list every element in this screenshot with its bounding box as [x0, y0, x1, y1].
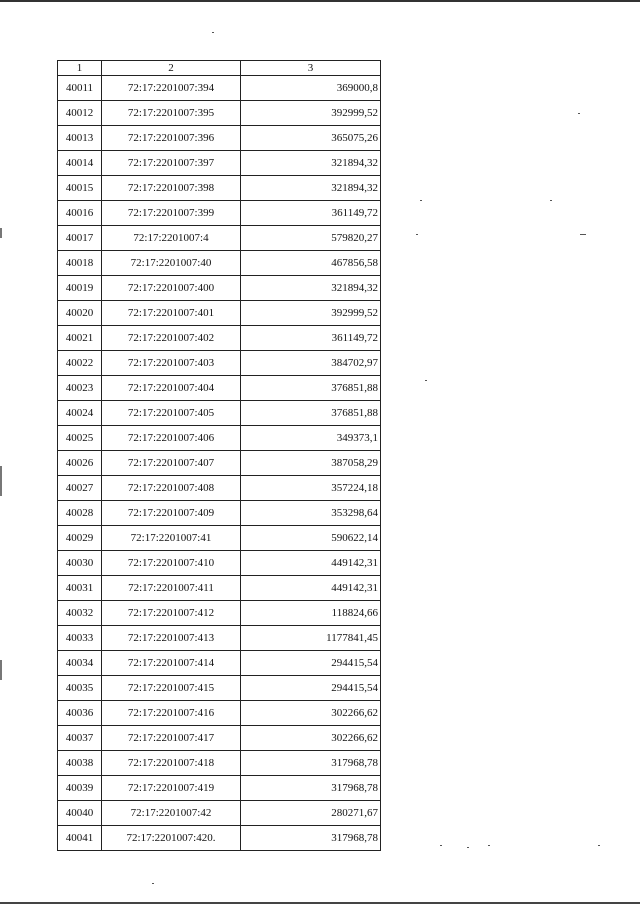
row-number-cell: 40015 [58, 176, 102, 201]
cadastral-value-cell: 361149,72 [241, 326, 381, 351]
scan-speck [420, 200, 422, 201]
table-row [58, 526, 381, 551]
row-number-cell: 40017 [58, 226, 102, 251]
bottom-scan-border [0, 902, 640, 904]
table-row [58, 201, 381, 226]
row-number-cell: 40034 [58, 651, 102, 676]
cadastral-number-cell: 72:17:2201007:401 [102, 301, 241, 326]
cadastral-number-cell: 72:17:2201007:398 [102, 176, 241, 201]
row-number-cell: 40035 [58, 676, 102, 701]
cadastral-value-cell: 317968,78 [241, 826, 381, 851]
row-number-cell: 40023 [58, 376, 102, 401]
row-number-cell: 40018 [58, 251, 102, 276]
cadastral-value-cell: 467856,58 [241, 251, 381, 276]
table-row [58, 451, 381, 476]
row-number-cell: 40030 [58, 551, 102, 576]
cadastral-value-cell: 449142,31 [241, 576, 381, 601]
row-number-cell: 40028 [58, 501, 102, 526]
row-number-cell: 40024 [58, 401, 102, 426]
cadastral-number-cell: 72:17:2201007:399 [102, 201, 241, 226]
row-number-cell: 40022 [58, 351, 102, 376]
cadastral-value-cell: 376851,88 [241, 401, 381, 426]
row-number-cell: 40027 [58, 476, 102, 501]
cadastral-number-cell: 72:17:2201007:419 [102, 776, 241, 801]
table-header-row [58, 61, 381, 76]
cadastral-value-cell: 579820,27 [241, 226, 381, 251]
row-number-cell: 40014 [58, 151, 102, 176]
row-number-cell: 40020 [58, 301, 102, 326]
row-number-cell: 40019 [58, 276, 102, 301]
cadastral-number-cell: 72:17:2201007:412 [102, 601, 241, 626]
cadastral-value-cell: 376851,88 [241, 376, 381, 401]
cadastral-number-cell: 72:17:2201007:413 [102, 626, 241, 651]
table-row [58, 126, 381, 151]
row-number-cell: 40038 [58, 751, 102, 776]
cadastral-value-cell: 280271,67 [241, 801, 381, 826]
cadastral-value-cell: 361149,72 [241, 201, 381, 226]
row-number-cell: 40039 [58, 776, 102, 801]
cadastral-number-cell: 72:17:2201007:415 [102, 676, 241, 701]
cadastral-value-cell: 1177841,45 [241, 626, 381, 651]
table-row [58, 801, 381, 826]
row-number-cell: 40013 [58, 126, 102, 151]
scan-speck [152, 883, 154, 884]
row-number-cell: 40032 [58, 601, 102, 626]
cadastral-value-table [57, 60, 381, 851]
table-row [58, 476, 381, 501]
cadastral-number-cell: 72:17:2201007:410 [102, 551, 241, 576]
cadastral-number-cell: 72:17:2201007:403 [102, 351, 241, 376]
cadastral-number-cell: 72:17:2201007:404 [102, 376, 241, 401]
row-number-cell: 40037 [58, 726, 102, 751]
cadastral-value-cell: 118824,66 [241, 601, 381, 626]
cadastral-number-cell: 72:17:2201007:406 [102, 426, 241, 451]
cadastral-number-cell: 72:17:2201007:42 [102, 801, 241, 826]
scan-speck [440, 845, 442, 846]
table-row [58, 776, 381, 801]
cadastral-number-cell: 72:17:2201007:420. [102, 826, 241, 851]
row-number-cell: 40011 [58, 76, 102, 101]
table-row [58, 101, 381, 126]
scan-speck [550, 200, 552, 201]
cadastral-number-cell: 72:17:2201007:397 [102, 151, 241, 176]
cadastral-number-cell: 72:17:2201007:395 [102, 101, 241, 126]
cadastral-value-cell: 449142,31 [241, 551, 381, 576]
scan-speck [488, 845, 490, 846]
cadastral-number-cell: 72:17:2201007:396 [102, 126, 241, 151]
cadastral-value-cell: 294415,54 [241, 676, 381, 701]
table-row [58, 576, 381, 601]
cadastral-value-cell: 369000,8 [241, 76, 381, 101]
cadastral-number-cell: 72:17:2201007:418 [102, 751, 241, 776]
table-row [58, 626, 381, 651]
cadastral-number-cell: 72:17:2201007:40 [102, 251, 241, 276]
cadastral-value-cell: 392999,52 [241, 301, 381, 326]
table-row [58, 551, 381, 576]
cadastral-value-cell: 321894,32 [241, 151, 381, 176]
scan-speck [416, 234, 418, 235]
table-body [58, 76, 381, 851]
table-row [58, 276, 381, 301]
table-row [58, 826, 381, 851]
cadastral-value-cell: 302266,62 [241, 701, 381, 726]
table-row [58, 76, 381, 101]
cadastral-number-cell: 72:17:2201007:394 [102, 76, 241, 101]
table-row [58, 251, 381, 276]
scan-speck [212, 32, 214, 33]
cadastral-value-cell: 357224,18 [241, 476, 381, 501]
cadastral-number-cell: 72:17:2201007:414 [102, 651, 241, 676]
scan-speck [598, 845, 600, 846]
cadastral-value-cell: 294415,54 [241, 651, 381, 676]
cadastral-value-cell: 321894,32 [241, 276, 381, 301]
table-row [58, 726, 381, 751]
row-number-cell: 40016 [58, 201, 102, 226]
table-row [58, 226, 381, 251]
cadastral-number-cell: 72:17:2201007:405 [102, 401, 241, 426]
cadastral-number-cell: 72:17:2201007:416 [102, 701, 241, 726]
cadastral-number-cell: 72:17:2201007:407 [102, 451, 241, 476]
row-number-cell: 40029 [58, 526, 102, 551]
cadastral-value-cell: 317968,78 [241, 751, 381, 776]
cadastral-number-cell: 72:17:2201007:402 [102, 326, 241, 351]
table-row [58, 326, 381, 351]
cadastral-number-cell: 72:17:2201007:417 [102, 726, 241, 751]
table-row [58, 701, 381, 726]
row-number-cell: 40040 [58, 801, 102, 826]
left-scan-mark [0, 228, 2, 238]
table-row [58, 176, 381, 201]
cadastral-value-cell: 392999,52 [241, 101, 381, 126]
cadastral-number-cell: 72:17:2201007:400 [102, 276, 241, 301]
scan-speck [425, 380, 427, 381]
cadastral-value-cell: 321894,32 [241, 176, 381, 201]
row-number-cell: 40026 [58, 451, 102, 476]
left-scan-mark [0, 660, 2, 680]
cadastral-value-cell: 590622,14 [241, 526, 381, 551]
table-row [58, 601, 381, 626]
row-number-cell: 40025 [58, 426, 102, 451]
table-row [58, 401, 381, 426]
cadastral-value-cell: 302266,62 [241, 726, 381, 751]
cadastral-number-cell: 72:17:2201007:41 [102, 526, 241, 551]
row-number-cell: 40036 [58, 701, 102, 726]
cadastral-value-cell: 384702,97 [241, 351, 381, 376]
column-header-1: 1 [58, 61, 102, 76]
table-row [58, 301, 381, 326]
table-row [58, 501, 381, 526]
row-number-cell: 40041 [58, 826, 102, 851]
row-number-cell: 40031 [58, 576, 102, 601]
cadastral-number-cell: 72:17:2201007:4 [102, 226, 241, 251]
cadastral-value-cell: 317968,78 [241, 776, 381, 801]
table-row [58, 151, 381, 176]
column-header-3: 3 [241, 61, 381, 76]
cadastral-value-cell: 365075,26 [241, 126, 381, 151]
table-row [58, 676, 381, 701]
scan-speck [580, 234, 586, 235]
table-row [58, 351, 381, 376]
cadastral-number-cell: 72:17:2201007:411 [102, 576, 241, 601]
cadastral-value-cell: 349373,1 [241, 426, 381, 451]
table-row [58, 751, 381, 776]
cadastral-number-cell: 72:17:2201007:408 [102, 476, 241, 501]
top-scan-border [0, 0, 640, 2]
cadastral-value-cell: 353298,64 [241, 501, 381, 526]
scan-speck [467, 847, 469, 848]
left-scan-mark [0, 466, 2, 496]
row-number-cell: 40021 [58, 326, 102, 351]
cadastral-value-cell: 387058,29 [241, 451, 381, 476]
row-number-cell: 40012 [58, 101, 102, 126]
scan-speck [578, 113, 580, 114]
column-header-2: 2 [102, 61, 241, 76]
table-row [58, 426, 381, 451]
row-number-cell: 40033 [58, 626, 102, 651]
cadastral-number-cell: 72:17:2201007:409 [102, 501, 241, 526]
table-row [58, 651, 381, 676]
table-row [58, 376, 381, 401]
